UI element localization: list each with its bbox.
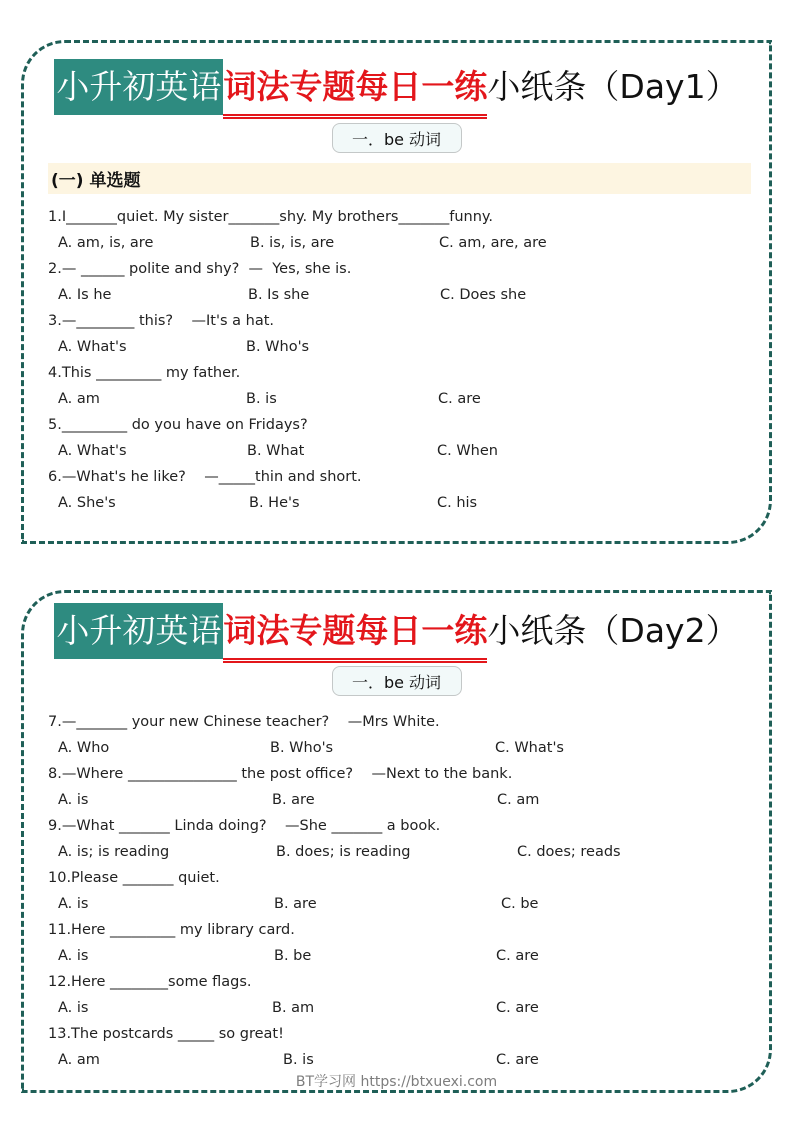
option-2a: A. Is he [58, 287, 112, 303]
card-title [24, 603, 769, 659]
worksheet-card-day1 [21, 40, 772, 544]
option-9c: C. does; reads [517, 844, 621, 860]
option-6a: A. She's [58, 495, 116, 511]
option-6b: B. He's [249, 495, 300, 511]
option-3b: B. Who's [246, 339, 310, 355]
question-9: 9.—What _______ Linda doing? —She _______ a book. [48, 818, 441, 834]
question-7: 7.—_______ your new Chinese teacher? —Mrs White. [48, 714, 440, 730]
question-11: 11.Here _________ my library card. [48, 922, 295, 938]
question-3: 3.—________ this? —It's a hat. [48, 313, 275, 329]
option-3a: A. What's [58, 339, 127, 355]
option-11c: C. are [496, 948, 539, 964]
question-10: 10.Please _______ quiet. [48, 870, 220, 886]
subheading-pill: 一．be 动词 [332, 123, 462, 153]
option-7c: C. What's [495, 740, 564, 756]
option-2b: B. Is she [248, 287, 310, 303]
option-7b: B. Who's [270, 740, 334, 756]
option-9a: A. is; is reading [58, 844, 170, 860]
option-9b: B. does; is reading [276, 844, 411, 860]
option-10b: B. are [274, 896, 317, 912]
question-2: 2.— ______ polite and shy? — Yes, she is. [48, 261, 352, 277]
title-topic: 词法专题每日一练 [223, 59, 487, 115]
option-8a: A. is [58, 792, 89, 808]
question-13: 13.The postcards _____ so great! [48, 1026, 284, 1042]
option-10a: A. is [58, 896, 89, 912]
option-5b: B. What [247, 443, 305, 459]
option-4b: B. is [246, 391, 277, 407]
title-day: 小纸条（Day2） [487, 611, 739, 650]
option-5c: C. When [437, 443, 498, 459]
question-12: 12.Here ________some flags. [48, 974, 252, 990]
question-4: 4.This _________ my father. [48, 365, 241, 381]
option-2c: C. Does she [440, 287, 527, 303]
option-10c: C. be [501, 896, 539, 912]
worksheet-card-day2 [21, 590, 772, 1093]
watermark: BT学习网 https://btxuexi.com [295, 1074, 498, 1090]
option-12a: A. is [58, 1000, 89, 1016]
option-11b: B. be [274, 948, 312, 964]
question-5: 5._________ do you have on Fridays? [48, 417, 308, 433]
option-1c: C. am, are, are [439, 235, 547, 251]
title-highlight: 小升初英语 [54, 603, 223, 659]
option-13c: C. are [496, 1052, 539, 1068]
option-1b: B. is, is, are [250, 235, 335, 251]
option-4c: C. are [438, 391, 481, 407]
title-day: 小纸条（Day1） [487, 67, 739, 106]
question-1: 1.I_______quiet. My sister_______shy. My brothers_______funny. [48, 209, 494, 225]
option-12b: B. am [272, 1000, 315, 1016]
question-8: 8.—Where _______________ the post office? —Next to the bank. [48, 766, 513, 782]
section-header: (一) 单选题 [48, 163, 751, 194]
option-7a: A. Who [58, 740, 110, 756]
option-5a: A. What's [58, 443, 127, 459]
option-11a: A. is [58, 948, 89, 964]
option-13b: B. is [283, 1052, 314, 1068]
option-12c: C. are [496, 1000, 539, 1016]
option-6c: C. his [437, 495, 478, 511]
title-topic: 词法专题每日一练 [223, 603, 487, 659]
title-highlight: 小升初英语 [54, 59, 223, 115]
subheading-pill: 一．be 动词 [332, 666, 462, 696]
card-title [24, 59, 769, 115]
option-13a: A. am [58, 1052, 100, 1068]
option-1a: A. am, is, are [58, 235, 154, 251]
option-8c: C. am [497, 792, 540, 808]
option-4a: A. am [58, 391, 100, 407]
option-8b: B. are [272, 792, 315, 808]
question-6: 6.—What's he like? —_____thin and short. [48, 469, 362, 485]
